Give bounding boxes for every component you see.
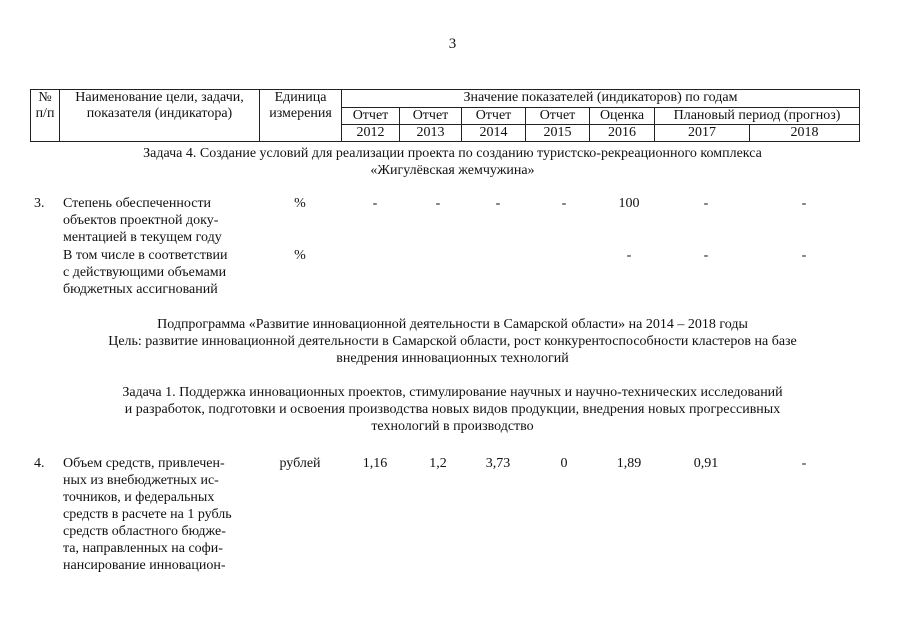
header-year: 2016	[590, 125, 655, 142]
row-number: 3.	[34, 196, 45, 211]
task4-heading	[40, 145, 865, 179]
value-cell: 0	[560, 456, 568, 471]
page-number: 3	[448, 36, 457, 52]
indicator-name-line: В том числе в соответствии	[63, 248, 228, 263]
subprogram-heading	[40, 316, 865, 367]
value-cell: -	[626, 248, 632, 263]
value-cell: 1,89	[616, 456, 642, 471]
indicator-name-line: та, направленных на софи-	[63, 541, 223, 556]
indicator-name-line: точников, и федеральных	[63, 490, 215, 505]
subprogram-line: Подпрограмма «Развитие инновационной деятельности в Самарской области» на 2014 – 2018 годы	[157, 317, 748, 332]
value-cell: -	[703, 248, 709, 263]
indicator-name-line: средств в расчете на 1 рубль	[63, 507, 232, 522]
value-cell: 3,73	[485, 456, 511, 471]
subprogram-line: Цель: развитие инновационной деятельности в Самарской области, рост конкурентоспособности кластеров на базе	[108, 334, 797, 349]
header-col-name: Наименование цели, задачи, показателя (индикатора)	[60, 90, 260, 142]
value-cell: -	[801, 456, 807, 471]
header-year-label: Отчет	[526, 108, 590, 125]
indicator-name-line: объектов проектной доку-	[63, 213, 219, 228]
unit-cell: %	[294, 248, 306, 263]
indicator-name-line: средств областного бюдже-	[63, 524, 226, 539]
value-cell: 0,91	[693, 456, 719, 471]
subprogram-line: внедрения инновационных технологий	[336, 351, 569, 366]
header-year: 2012	[342, 125, 400, 142]
indicator-name	[63, 247, 263, 298]
task1-line: технологий в производство	[371, 419, 534, 434]
value-cell: -	[372, 196, 378, 211]
header-year: 2015	[526, 125, 590, 142]
indicator-name-line: Объем средств, привлечен-	[63, 456, 225, 471]
indicator-name-line: Степень обеспеченности	[63, 196, 212, 211]
header-plan-year: 2017	[655, 125, 750, 142]
unit-cell: %	[294, 196, 306, 211]
value-cell: -	[495, 196, 501, 211]
header-table	[30, 89, 860, 142]
header-year: 2013	[400, 125, 462, 142]
value-cell: -	[561, 196, 567, 211]
value-cell: -	[801, 196, 807, 211]
indicator-name	[63, 195, 263, 246]
value-cell: 100	[618, 196, 640, 211]
unit-cell: рублей	[279, 456, 321, 471]
header-plan-year: 2018	[750, 125, 860, 142]
task1-line: и разработок, подготовки и освоения производства новых видов продукции, внедрения новых прогрессивных	[124, 402, 781, 417]
value-cell: 1,16	[362, 456, 388, 471]
header-values-title: Значение показателей (индикаторов) по годам	[342, 90, 860, 108]
indicator-name-line: ных из внебюджетных ис-	[63, 473, 219, 488]
header-col-no: № п/п	[31, 90, 60, 142]
indicator-name-line: нансирование инновацион-	[63, 558, 226, 573]
header-year-label: Отчет	[462, 108, 526, 125]
value-cell: -	[801, 248, 807, 263]
header-planned-title: Плановый период (прогноз)	[655, 108, 860, 125]
value-cell: -	[703, 196, 709, 211]
task4-line: Задача 4. Создание условий для реализации проекта по созданию туристско-рекреационного комплекса	[143, 146, 762, 161]
row-number: 4.	[34, 456, 45, 471]
header-year-label: Отчет	[342, 108, 400, 125]
task1-line: Задача 1. Поддержка инновационных проектов, стимулирование научных и научно-технических исследований	[122, 385, 783, 400]
indicator-name	[63, 455, 263, 574]
indicator-name-line: бюджетных ассигнований	[63, 282, 218, 297]
value-cell: -	[435, 196, 441, 211]
header-year-label: Оценка	[590, 108, 655, 125]
task1-heading	[40, 384, 865, 435]
indicator-name-line: с действующими объемами	[63, 265, 227, 280]
header-year: 2014	[462, 125, 526, 142]
header-col-unit: Единица измерения	[260, 90, 342, 142]
header-year-label: Отчет	[400, 108, 462, 125]
indicator-name-line: ментацией в текущем году	[63, 230, 222, 245]
task4-line: «Жигулёвская жемчужина»	[370, 163, 535, 178]
value-cell: 1,2	[429, 456, 447, 471]
